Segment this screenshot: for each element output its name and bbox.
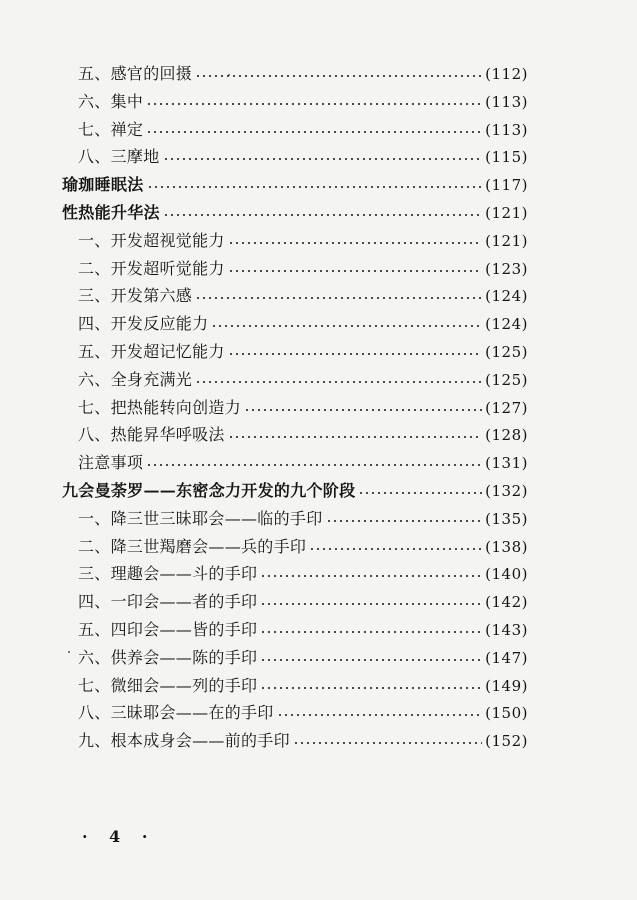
toc-entry [78,421,528,449]
toc-entry [78,533,528,561]
dot-leader [147,186,483,188]
dot-leader [260,575,482,577]
toc-entry-title: 性热能升华法 [62,203,160,222]
toc-entry [62,171,528,199]
toc-entry [78,699,528,727]
toc-entry-title: 九会曼荼罗——东密念力开发的九个阶段 [62,481,356,500]
toc-entry [62,477,528,505]
toc-entry [78,227,528,255]
toc-entry-page: (128) [485,426,528,445]
toc-entry-page: (138) [485,537,528,556]
toc-entry-title: 五、感官的回摄 [78,64,193,83]
toc-entry-page: (121) [485,204,528,222]
dot-leader [309,548,482,550]
toc-entry-title: 七、微细会——列的手印 [78,675,258,695]
toc-entry-page: (125) [485,343,528,361]
toc-entry [78,644,528,672]
toc-entry [78,310,528,338]
toc-entry-title: 六、集中 [78,91,144,111]
toc-entry-page: (131) [485,454,528,473]
toc-entry [78,672,528,700]
dot-leader [277,714,483,716]
toc-entry-title: 八、热能昇华呼吸法 [78,425,225,445]
toc-entry-page: (127) [485,398,528,417]
dot-leader [260,631,482,633]
toc-entry-title: 七、禅定 [78,119,144,139]
toc-entry-title: 三、理趣会——斗的手印 [78,564,258,584]
dot-leader [146,131,482,133]
toc-entry-title: 一、降三世三昧耶会——临的手印 [78,508,323,528]
toc-entry-page: (113) [485,120,528,139]
toc-entry-page: (112) [485,65,528,83]
dot-leader [195,297,482,299]
dot-leader [228,242,482,244]
dot-leader [326,520,483,522]
toc-entry [78,505,528,533]
toc-entry [78,60,528,88]
toc-entry-title: 六、全身充满光 [78,369,193,389]
toc-entry-page: (123) [485,259,528,278]
toc-entry-page: (125) [485,370,528,389]
toc-entry-title: 八、三昧耶会——在的手印 [78,703,274,723]
toc-entry-page: (117) [485,176,528,195]
toc-entry [78,143,528,171]
toc-entry-title: 四、一印会——者的手印 [78,592,258,612]
dot-leader [293,742,482,744]
page-number: · 4 · [82,827,156,846]
toc-entry [78,449,528,477]
toc-entry-page: (121) [485,231,528,250]
toc-entry-title: 五、开发超记忆能力 [78,342,225,361]
toc-entry-title: 九、根本成身会——前的手印 [78,731,290,751]
dot-leader [146,464,482,466]
toc-entry-page: (113) [485,92,528,111]
toc-entry-page: (152) [485,732,528,751]
toc-entry [78,282,528,310]
toc-entry-page: (132) [485,482,528,500]
toc-entry-page: (115) [485,148,528,167]
dot-leader [358,492,482,494]
toc-entry-page: (135) [485,509,528,528]
toc-entry [78,588,528,616]
toc-entry-title: 三、开发第六感 [78,286,193,306]
toc-entry-page: (124) [485,287,528,306]
toc-entry [78,727,528,755]
toc-entry-title: 七、把热能转向创造力 [78,397,242,417]
dot-leader [228,436,482,438]
toc-entry [78,88,528,116]
toc-entry-title: 四、开发反应能力 [78,314,209,334]
toc-entry [78,394,528,422]
dot-leader [260,659,482,661]
dot-leader [260,603,482,605]
toc-entry-title: 五、四印会——皆的手印 [78,620,258,639]
toc-entry-page: (140) [485,565,528,584]
print-speck [68,651,70,653]
toc-entry-title: 二、降三世羯磨会——兵的手印 [78,536,307,556]
dot-leader [195,381,482,383]
toc-entry [78,338,528,366]
toc-entry [62,199,528,227]
toc-entry [78,255,528,283]
toc-entry-title: 一、开发超视觉能力 [78,230,225,250]
toc-entry [78,560,528,588]
dot-leader [228,270,482,272]
dot-leader [244,409,482,411]
toc-entry-page: (147) [485,648,528,667]
dot-leader [260,687,482,689]
toc-entry-title: 注意事项 [78,453,144,473]
toc-entry [78,616,528,644]
toc-entry [78,366,528,394]
toc-entry-page: (142) [485,593,528,612]
dot-leader [163,214,482,216]
toc-entry-page: (149) [485,676,528,695]
toc-entry-page: (143) [485,621,528,639]
dot-leader [146,103,482,105]
toc-entry-title: 八、三摩地 [78,147,160,167]
toc-entry-page: (150) [485,704,528,723]
print-speck [228,74,230,76]
dot-leader [211,325,482,327]
toc-entry-title: 六、供养会——陈的手印 [78,647,258,667]
toc-entry-page: (124) [485,315,528,334]
toc-entry-title: 二、开发超听觉能力 [78,258,225,278]
dot-leader [228,353,482,355]
dot-leader [163,158,483,160]
toc-entry-title: 瑜珈睡眠法 [62,175,144,195]
dot-leader [195,75,482,77]
toc-entry [78,116,528,144]
